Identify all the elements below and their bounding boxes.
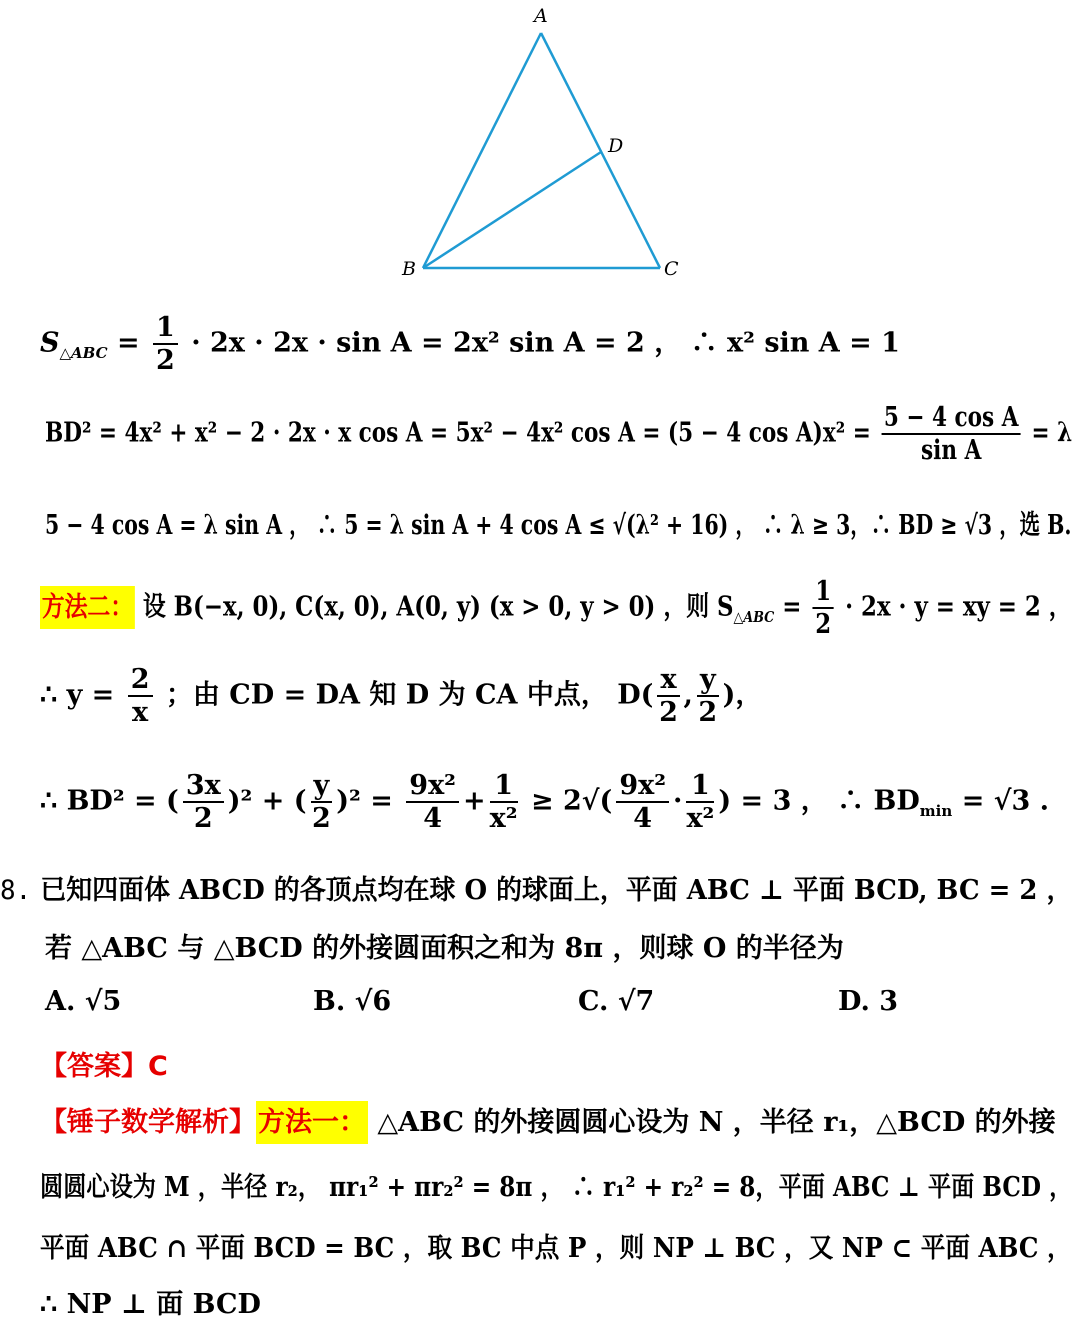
area-equation <box>40 312 900 376</box>
numerator: 1 <box>813 576 834 609</box>
question-text-1: 已知四面体 ABCD 的各顶点均在球 O 的球面上，平面 ABC ⊥ 平面 BCD, BC = 2 ， <box>40 875 1073 906</box>
fraction-y-half <box>311 770 333 834</box>
edge-ab <box>423 33 541 268</box>
numerator: y <box>697 664 719 697</box>
dot: · <box>673 785 683 817</box>
question-text-2: 若 △ABC 与 △BCD 的外接圆面积之和为 8π ，则球 O 的半径为 <box>45 933 844 964</box>
fraction-2-over-x <box>128 664 153 728</box>
numerator: 9x² <box>616 770 669 803</box>
option-d: D. 3 <box>838 986 899 1017</box>
denominator: x² <box>686 803 715 835</box>
fraction-lambda <box>881 402 1020 466</box>
area-subscript: △ABC <box>733 607 775 626</box>
option-b: B. √6 <box>313 986 392 1017</box>
numerator: 2 <box>128 664 153 697</box>
bd-rhs: = λ <box>1031 417 1073 449</box>
bd-min-line <box>40 770 1049 834</box>
answer-label: 【答案】C <box>40 1051 168 1082</box>
method-one-tag: 方法一： <box>256 1101 368 1144</box>
square-equals: )² = <box>336 785 393 817</box>
bd-pre: ∴ BD² = ( <box>40 785 179 817</box>
label-d: D <box>608 135 624 157</box>
analysis-line-2 <box>40 1165 1072 1204</box>
analysis-line-4 <box>40 1282 261 1321</box>
bd-tail: ) = 3 ， ∴ BD <box>718 785 920 817</box>
numerator: 3x <box>183 770 224 803</box>
paren-close: )， <box>722 679 763 711</box>
fraction-x-half <box>657 664 679 728</box>
ge-sqrt: ≥ 2√( <box>530 785 613 817</box>
question-number: 8. <box>0 875 32 906</box>
equals: = <box>116 327 140 359</box>
triangle-edges <box>423 33 660 268</box>
bd-final: = √3 . <box>961 785 1050 817</box>
denominator: 4 <box>423 803 443 835</box>
denominator: sin A <box>921 435 982 467</box>
option-a: A. √5 <box>45 986 122 1017</box>
fraction-1-x2 <box>490 770 518 834</box>
numerator: 5 − 4 cos A <box>881 402 1020 435</box>
analysis-text-1: △ABC 的外接圆圆心设为 N ，半径 r₁，△BCD 的外接 <box>377 1107 1056 1138</box>
denominator: x <box>132 697 149 729</box>
numerator: 1 <box>490 770 518 803</box>
method-two-line <box>40 576 1072 640</box>
midpoint-text: ；由 CD = DA 知 D 为 CA 中点， D( <box>165 679 654 711</box>
analysis-line-1 <box>40 1100 1056 1139</box>
denominator: x² <box>489 803 518 835</box>
bd-lhs: BD² = 4x² + x² − 2 · 2x · x cos A = 5x² − 4x² cos A = (5 − 4 cos A)x² = <box>45 417 871 449</box>
fraction-half <box>153 312 178 376</box>
analysis-label: 【锤子数学解析】 <box>40 1107 256 1138</box>
numerator: 1 <box>686 770 714 803</box>
numerator: 9x² <box>406 770 459 803</box>
denominator: 2 <box>698 697 718 729</box>
numerator: 1 <box>153 312 178 345</box>
option-c: C. √7 <box>578 986 655 1017</box>
question-line-2 <box>45 926 844 965</box>
bd-squared-equation <box>45 402 1072 466</box>
square-plus: )² + ( <box>227 785 307 817</box>
fraction-1-x2 <box>686 770 714 834</box>
fraction-half <box>813 576 834 640</box>
fraction-y-half <box>697 664 719 728</box>
area-symbol: S <box>40 327 60 359</box>
label-c: C <box>664 258 679 280</box>
numerator: y <box>311 770 333 803</box>
denominator: 2 <box>659 697 678 729</box>
analysis-text-4: ∴ NP ⊥ 面 BCD <box>40 1289 261 1320</box>
method-two-tag: 方法二： <box>40 586 135 629</box>
denominator: 2 <box>815 609 832 641</box>
question-line-1 <box>0 868 1072 907</box>
plus: + <box>463 785 486 817</box>
min-subscript: min <box>919 801 953 820</box>
denominator: 4 <box>633 803 653 835</box>
segment-bd <box>423 152 601 268</box>
method-two-rest: · 2x · y = xy = 2 ， <box>845 591 1072 623</box>
area-body: · 2x · 2x · sin A = 2x² sin A = 2 ， ∴ x² sin A = 1 <box>191 327 900 359</box>
y-def: ∴ y = <box>40 679 115 711</box>
comma: , <box>683 679 693 711</box>
label-b: B <box>402 258 416 280</box>
midpoint-line <box>40 664 762 728</box>
options-row <box>45 986 1045 1022</box>
numerator: x <box>657 664 679 697</box>
analysis-line-3 <box>40 1226 1072 1265</box>
fraction-9x2-4 <box>406 770 459 834</box>
equals: = <box>782 591 802 623</box>
area-subscript: △ABC <box>59 343 108 362</box>
edge-ac <box>541 33 660 268</box>
analysis-text-3: 平面 ABC ∩ 平面 BCD = BC ，取 BC 中点 P ，则 NP ⊥ BC ，又 NP ⊂ 平面 ABC ， <box>40 1233 1072 1264</box>
triangle-figure <box>390 0 690 290</box>
method-two-text: 设 B(−x, 0), C(x, 0), A(0, y) (x > 0, y > 0) ，则 S <box>142 591 734 623</box>
denominator: 2 <box>193 803 213 835</box>
denominator: 2 <box>156 345 175 377</box>
fraction-9x2-4 <box>616 770 669 834</box>
lambda-inequality <box>45 503 1071 542</box>
denominator: 2 <box>312 803 331 835</box>
answer-line <box>40 1044 168 1083</box>
fraction-3x-half <box>183 770 224 834</box>
label-a: A <box>534 5 548 27</box>
lambda-text: 5 − 4 cos A = λ sin A ， ∴ 5 = λ sin A + 4 cos A ≤ √(λ² + 16) ， ∴ λ ≥ 3，∴ BD ≥ √3 ，选 B. <box>45 510 1072 541</box>
analysis-text-2: 圆圆心设为 M ，半径 r₂， πr₁² + πr₂² = 8π ， ∴ r₁² + r₂² = 8，平面 ABC ⊥ 平面 BCD ， <box>40 1172 1073 1203</box>
